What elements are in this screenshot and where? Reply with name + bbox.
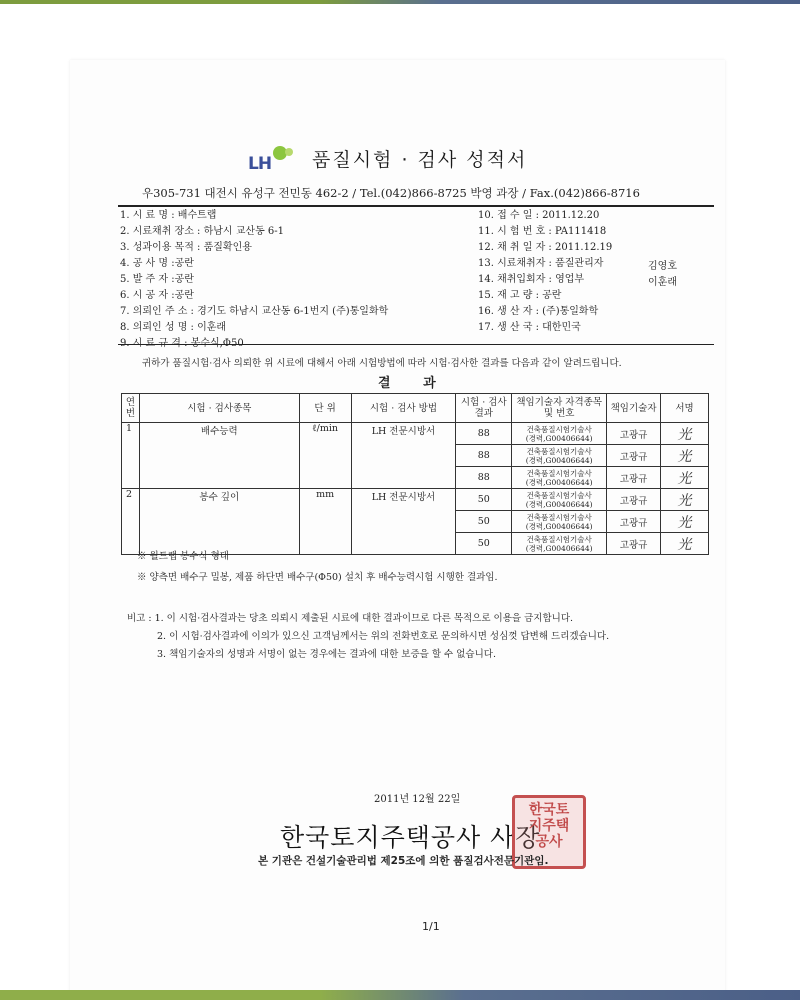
qual-line: (경력,G00406644)	[525, 521, 593, 531]
info-line: 2. 시료채취 장소 : 하남시 교산동 6-1	[120, 226, 285, 237]
header-method: 시험 · 검사 방법	[351, 394, 456, 423]
row-no: 1	[122, 423, 140, 489]
signature: 光	[661, 445, 709, 467]
office-address: 우305-731 대전시 유성구 전민동 462-2 / Tel.(042)866-8725 박영 과장 / Fax.(042)866-8716	[142, 186, 640, 200]
info-divider	[118, 344, 714, 345]
engineer-name: 고광규	[607, 511, 661, 533]
engineer-name: 고광규	[607, 423, 661, 445]
engineer-name: 고광규	[607, 533, 661, 555]
row-no: 2	[122, 489, 140, 555]
table-row	[122, 423, 709, 445]
header-no: 연번	[122, 394, 140, 423]
header-divider	[118, 205, 714, 207]
results-table	[121, 393, 709, 555]
row-item: 배수능력	[139, 423, 299, 489]
qual-line: (경력,G00406644)	[525, 477, 593, 487]
result-value: 50	[456, 533, 512, 555]
result-value: 50	[456, 511, 512, 533]
row-method: LH 전문시방서	[351, 423, 456, 489]
header-item: 시험 · 검사종목	[139, 394, 299, 423]
info-line: 16. 생 산 자 : (주)통일화학	[478, 306, 599, 317]
page-number: 1/1	[422, 920, 440, 933]
qual-line: 건축품질시험기술사	[526, 534, 592, 544]
remark-2: 2. 이 시험·검사결과에 이의가 있으신 고객님께서는 위의 전화번호로 문의하시면 성심껏 답변해 드리겠습니다.	[157, 631, 610, 642]
qualification	[512, 533, 607, 555]
row-unit: ℓ/min	[299, 423, 351, 489]
certification-statement: 본 기관은 건설기술관리법 제25조에 의한 품질검사전문기관임.	[258, 855, 549, 867]
sample-info-right	[478, 208, 612, 336]
result-value: 88	[456, 423, 512, 445]
signature: 光	[661, 511, 709, 533]
table-header-row	[122, 394, 709, 423]
row-method: LH 전문시방서	[351, 489, 456, 555]
qual-line: (경력,G00406644)	[525, 433, 593, 443]
top-accent-bar	[0, 0, 800, 4]
results-heading: 결 과	[378, 376, 450, 391]
row-unit: mm	[299, 489, 351, 555]
info-line: 14. 채취입회자 : 영업부	[478, 274, 585, 285]
info-line: 17. 생 산 국 : 대한민국	[478, 322, 581, 333]
header-sign: 서명	[661, 394, 709, 423]
qual-line: (경력,G00406644)	[525, 455, 593, 465]
qual-line: (경력,G00406644)	[525, 499, 593, 509]
signature: 光	[661, 423, 709, 445]
remark-1: 비고 : 1. 이 시험·검사결과는 당초 의뢰시 제출된 시료에 대한 결과이므로 다른 목적으로 이용을 금지합니다.	[127, 613, 574, 624]
row-item: 봉수 깊이	[139, 489, 299, 555]
issue-date: 2011년 12월 22일	[374, 794, 461, 805]
qual-line: 건축품질시험기술사	[526, 446, 592, 456]
info-line: 13. 시료채취자 : 품질관리자	[478, 258, 604, 269]
qualification	[512, 511, 607, 533]
logo-leaf-small-icon	[285, 148, 293, 156]
header-qualification: 책임기술자 자격종목 및 번호	[512, 394, 607, 423]
engineer-name: 고광규	[607, 489, 661, 511]
collector-name: 김영호	[648, 261, 677, 272]
engineer-name: 고광규	[607, 445, 661, 467]
info-line: 15. 재 고 량 : 공란	[478, 290, 562, 301]
notice-text: 귀하가 품질시험·검사 의뢰한 위 시료에 대해서 아래 시험방법에 따라 시험·검사한 결과를 다음과 같이 알려드립니다.	[142, 358, 622, 369]
signature: 光	[661, 467, 709, 489]
remark-3: 3. 책임기술자의 성명과 서명이 없는 경우에는 결과에 대한 보증을 할 수 없습니다.	[157, 649, 496, 660]
logo-text: LH	[248, 154, 272, 174]
signature: 光	[661, 533, 709, 555]
header-unit: 단 위	[299, 394, 351, 423]
info-line: 6. 시 공 자 :공란	[120, 290, 194, 301]
note-trap-type: ※ 월트랩 봉수식 형태	[137, 551, 229, 562]
info-line: 8. 의뢰인 성 명 : 이훈래	[120, 322, 227, 333]
info-line: 10. 접 수 일 : 2011.12.20	[478, 210, 600, 221]
table-row	[122, 489, 709, 511]
engineer-name: 고광규	[607, 467, 661, 489]
qualification	[512, 467, 607, 489]
issuer-name: 한국토지주택공사 사장	[280, 823, 541, 852]
info-line: 1. 시 료 명 : 배수트랩	[120, 210, 217, 221]
official-seal-stamp: 한국토 지주택 공사	[512, 795, 586, 869]
info-line: 7. 의뢰인 주 소 : 경기도 하남시 교산동 6-1번지 (주)통일화학	[120, 306, 389, 317]
qual-line: 건축품질시험기술사	[526, 490, 592, 500]
qualification	[512, 445, 607, 467]
header-engineer: 책임기술자	[607, 394, 661, 423]
header-result: 시험 · 검사 결과	[456, 394, 512, 423]
sample-info-left	[120, 208, 388, 352]
info-line: 4. 공 사 명 :공란	[120, 258, 194, 269]
result-value: 50	[456, 489, 512, 511]
info-line: 12. 채 취 일 자 : 2011.12.19	[478, 242, 613, 253]
bottom-accent-bar	[0, 990, 800, 1000]
info-line: 5. 발 주 자 :공란	[120, 274, 194, 285]
result-value: 88	[456, 445, 512, 467]
witness-name: 이훈래	[648, 277, 677, 288]
qual-line: 건축품질시험기술사	[526, 512, 592, 522]
result-value: 88	[456, 467, 512, 489]
qualification	[512, 423, 607, 445]
info-line: 11. 시 험 번 호 : PA111418	[478, 226, 607, 237]
info-line: 3. 성과이용 목적 : 품질확인용	[120, 242, 252, 253]
document-title: 품질시험 · 검사 성적서	[312, 149, 528, 171]
signature: 光	[661, 489, 709, 511]
qual-line: 건축품질시험기술사	[526, 424, 592, 434]
qualification	[512, 489, 607, 511]
qual-line: 건축품질시험기술사	[526, 468, 592, 478]
qual-line: (경력,G00406644)	[525, 543, 593, 553]
note-test-condition: ※ 양측면 배수구 밀봉, 제품 하단면 배수구(Φ50) 설치 후 배수능력시험 시행한 결과임.	[137, 572, 498, 583]
